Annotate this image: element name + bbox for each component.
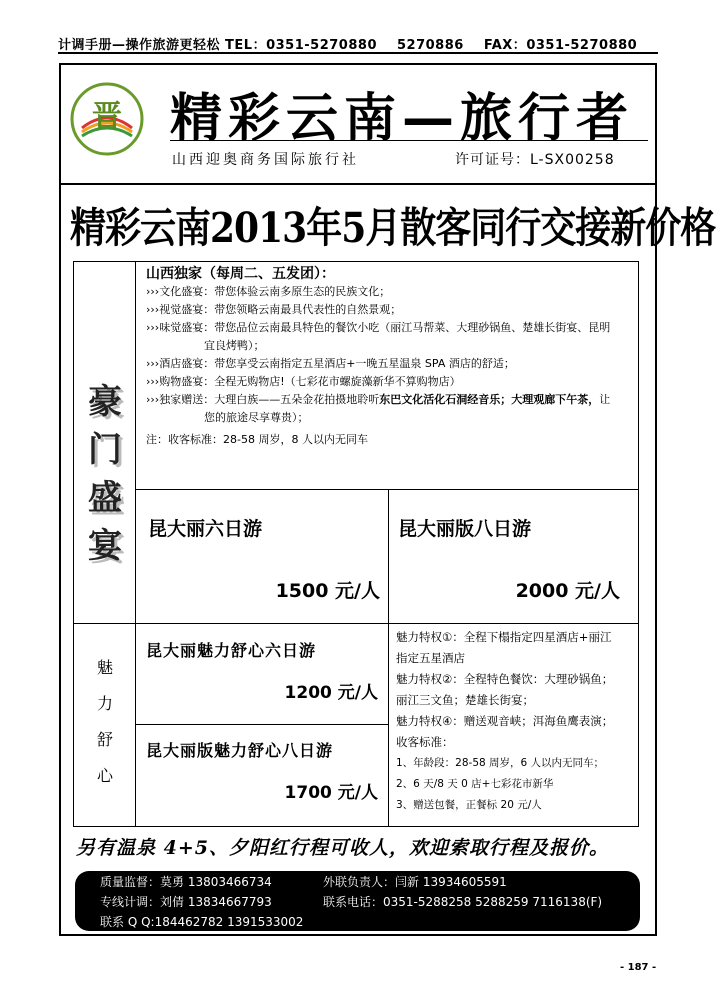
contact-phone: 联系电话：0351-5288258 5288259 7116138(F) bbox=[323, 895, 603, 909]
perk-line: 3、赠送包餐，正餐标 20 元/人 bbox=[396, 799, 542, 811]
item-prefix: ››› bbox=[146, 357, 160, 370]
contact-quality: 质量监督：莫勇 13803466734 bbox=[100, 875, 272, 889]
category-char: 心 bbox=[96, 766, 113, 785]
luxury-item bbox=[146, 283, 638, 301]
tour-name: 昆大丽魅力舒心六日游 bbox=[146, 641, 317, 660]
luxury-item bbox=[146, 373, 638, 391]
item-text: 独家赠送：大理白族——五朵金花拍摄地聆听 bbox=[159, 393, 380, 406]
item-text: 视觉盛宴：带您领略云南最具代表性的自然景观； bbox=[159, 303, 402, 316]
perk-line: 1、年龄段：28-58 周岁，6 人以内无同车； bbox=[396, 757, 605, 769]
tour-price: 1200 元/人 bbox=[284, 683, 378, 703]
brand-title: 精彩云南—旅行者 bbox=[170, 89, 635, 149]
tour-name: 昆大丽六日游 bbox=[148, 518, 263, 540]
perk-line: 指定五星酒店 bbox=[396, 651, 465, 665]
tour-price: 2000 元/人 bbox=[515, 580, 620, 602]
category-char: 舒 bbox=[96, 730, 113, 749]
brand-underline bbox=[170, 140, 648, 141]
luxury-note: 注：收客标准：28-58 周岁，8 人以内无同车 bbox=[146, 433, 368, 446]
tour-price: 1500 元/人 bbox=[275, 580, 380, 602]
contact-ops: 专线计调：刘倩 13834667793 bbox=[100, 895, 272, 909]
perk-line: 魅力特权①：全程下榻指定四星酒店+丽江 bbox=[396, 630, 612, 644]
fax-number: 0351-5270880 bbox=[526, 38, 638, 53]
luxury-item bbox=[146, 355, 638, 373]
luxury-item bbox=[146, 301, 638, 319]
table-cell-divider bbox=[388, 489, 389, 623]
category-char: 盛 bbox=[88, 478, 122, 518]
category-comfort bbox=[84, 650, 126, 794]
page-headline: 精彩云南2013年5月散客同行交接新价格 bbox=[70, 204, 716, 253]
item-text: 味觉盛宴：带您品位云南最具特色的餐饮小吃（丽江马帮菜、大理砂锅鱼、楚雄长街宴、昆明 bbox=[159, 321, 611, 334]
contact-qq: 联系 Q Q:184462782 1391533002 bbox=[100, 915, 304, 929]
item-prefix: ››› bbox=[146, 375, 160, 388]
item-prefix: ››› bbox=[146, 393, 160, 406]
item-text: 酒店盛宴：带您享受云南指定五星酒店+一晚五星温泉 SPA 酒店的舒适； bbox=[159, 357, 515, 370]
page-number: - 187 - bbox=[620, 962, 657, 973]
logo-emblem-icon bbox=[70, 82, 144, 156]
perk-line: 魅力特权②：全程特色餐饮：大理砂锅鱼； bbox=[396, 672, 614, 686]
contact-external: 外联负责人：闫新 13934605591 bbox=[323, 875, 507, 889]
category-char: 门 bbox=[88, 430, 122, 470]
top-divider bbox=[58, 52, 658, 54]
category-char: 力 bbox=[96, 694, 113, 713]
tour-name: 昆大丽版八日游 bbox=[398, 518, 532, 540]
luxury-item-cont: 宜良烤鸭）； bbox=[204, 339, 265, 352]
tour-price: 1700 元/人 bbox=[284, 783, 378, 803]
company-logo bbox=[70, 82, 144, 156]
item-text-tail: 让 bbox=[599, 393, 611, 406]
tour-name: 昆大丽版魅力舒心八日游 bbox=[146, 741, 334, 760]
category-luxury bbox=[80, 378, 130, 570]
footer-note: 另有温泉 4+5、夕阳红行程可收人，欢迎索取行程及报价。 bbox=[76, 837, 609, 859]
header-divider bbox=[61, 183, 655, 185]
comfort-perks bbox=[396, 627, 636, 816]
manual-title: 计调手册—操作旅游更轻松 bbox=[58, 38, 221, 53]
perk-line: 2、6 天/8 天 0 店+七彩花市新华 bbox=[396, 778, 554, 790]
logo-glyph: 晋 bbox=[92, 99, 122, 134]
contact-box bbox=[75, 871, 640, 931]
license-number: 许可证号：L-SX00258 bbox=[455, 152, 615, 168]
item-prefix: ››› bbox=[146, 321, 160, 334]
item-prefix: ››› bbox=[146, 303, 160, 316]
luxury-description bbox=[146, 265, 638, 449]
table-row-divider bbox=[135, 489, 639, 490]
table-cell-divider-2 bbox=[388, 623, 389, 827]
fax-label: FAX： bbox=[483, 38, 527, 53]
luxury-item-cont: 您的旅途尽享尊贵）； bbox=[204, 411, 309, 424]
luxury-title: 山西独家（每周二、五发团）： bbox=[146, 266, 335, 282]
category-char: 魅 bbox=[96, 658, 113, 677]
item-text: 文化盛宴：带您体验云南多原生态的民族文化； bbox=[159, 285, 391, 298]
perk-line: 丽江三文鱼；楚雄长街宴； bbox=[396, 693, 534, 707]
luxury-item bbox=[146, 319, 638, 337]
section-divider bbox=[73, 623, 639, 624]
item-prefix: ››› bbox=[146, 285, 160, 298]
tel-number-2: 5270886 bbox=[397, 38, 464, 53]
item-text: 购物盛宴：全程无购物店!（七彩花市螺旋藻新华不算购物店） bbox=[159, 375, 461, 388]
luxury-item bbox=[146, 391, 638, 409]
table-col-divider bbox=[135, 261, 136, 827]
table-row-divider-2 bbox=[135, 724, 388, 725]
item-text-bold: 东巴文化活化石洞经音乐；大理观廊下午茶， bbox=[379, 393, 600, 406]
category-char: 豪 bbox=[88, 382, 122, 422]
tel-number-1: 0351-5270880 bbox=[266, 38, 377, 53]
top-contact-bar bbox=[58, 34, 658, 53]
category-char: 宴 bbox=[88, 526, 122, 566]
tel-label: TEL： bbox=[225, 38, 267, 53]
company-name: 山西迎奥商务国际旅行社 bbox=[172, 152, 359, 168]
perk-line: 收客标准： bbox=[396, 735, 454, 749]
perk-line: 魅力特权④：赠送观音峡；洱海鱼鹰表演； bbox=[396, 714, 614, 728]
